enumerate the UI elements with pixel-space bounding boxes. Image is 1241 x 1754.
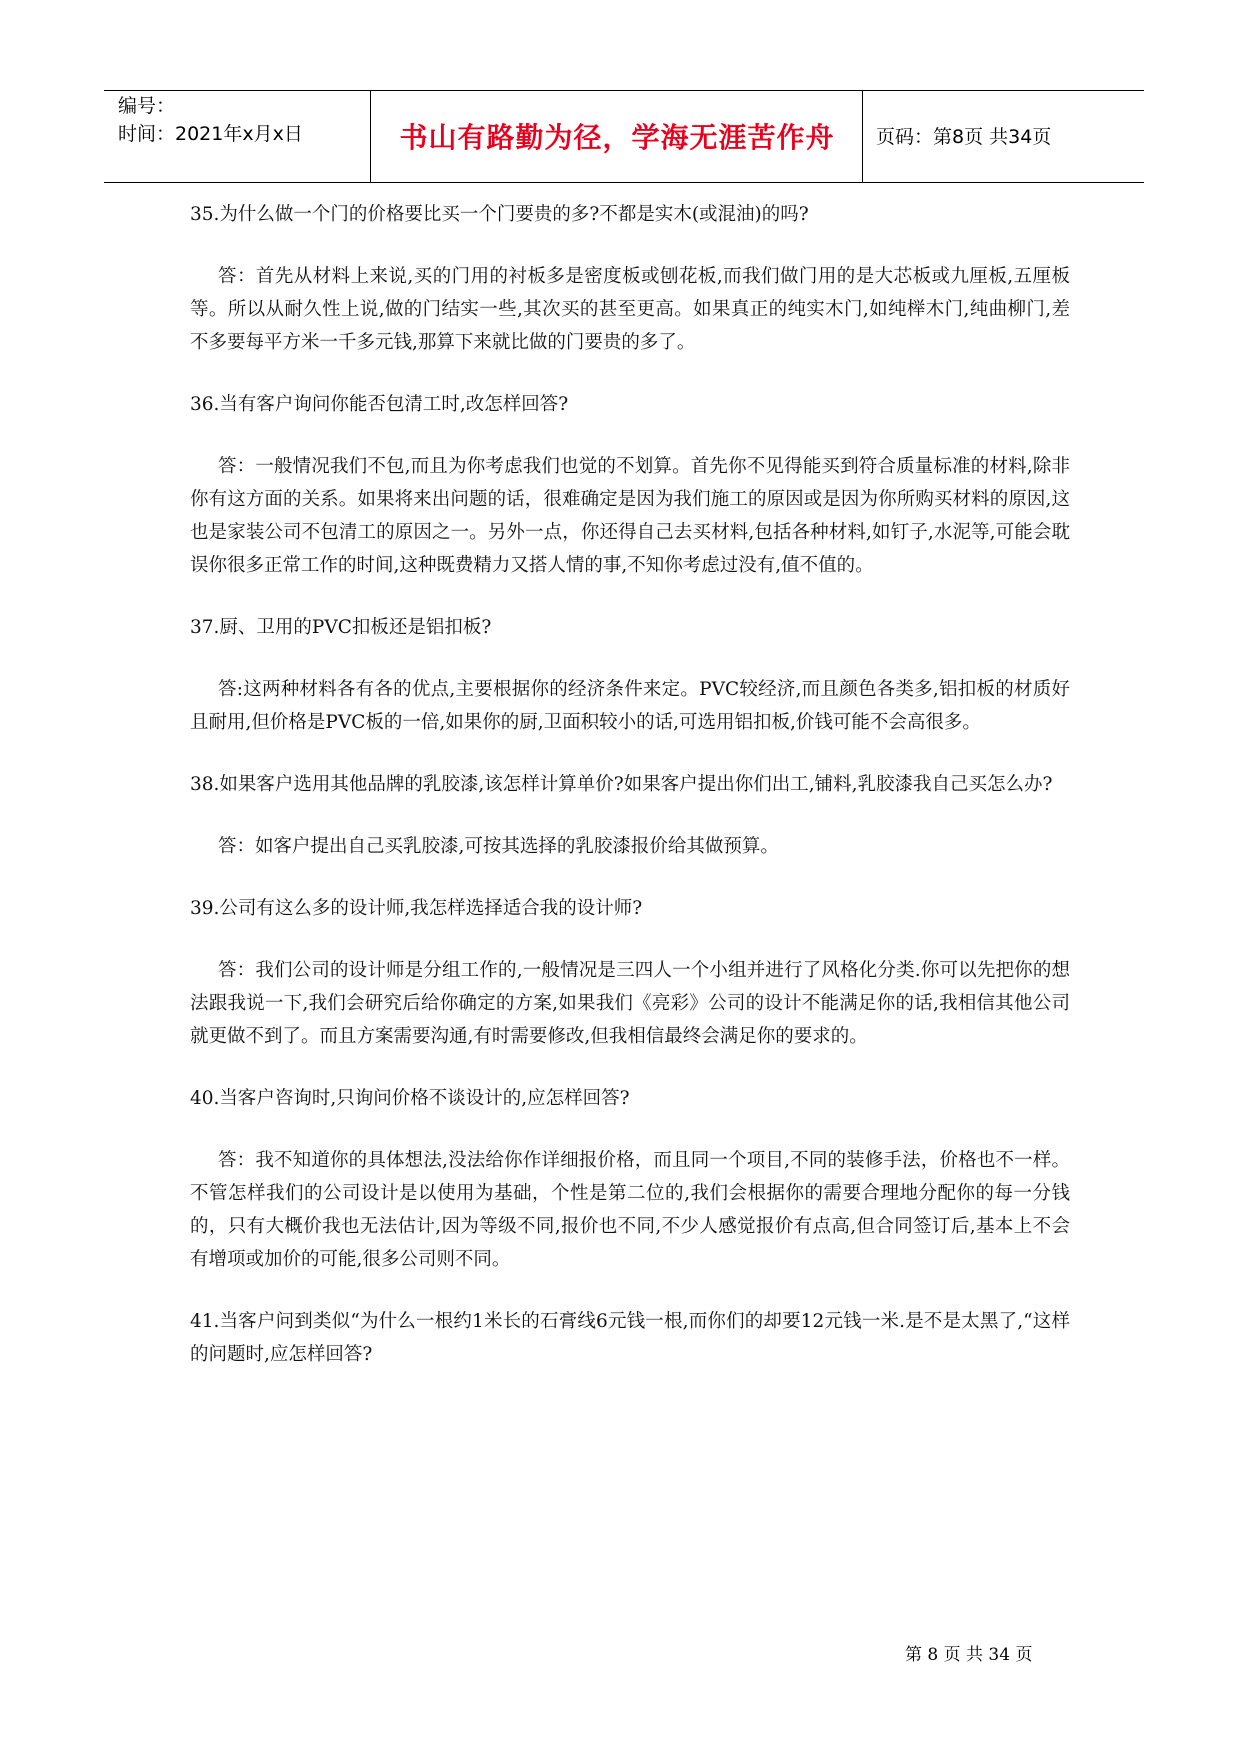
answer-paragraph: 答：一般情况我们不包,而且为你考虑我们也觉的不划算。首先你不见得能买到符合质量标准的材料,除非你有这方面的关系。如果将来出问题的话，很难确定是因为我们施工的原因或是因为你所购买材料的原因,这也是家装公司不包清工的原因之一。另外一点，你还得自己去买材料,包括各种材料,如钉子,水泥等,可能会耽误你很多正常工作的时间,这种既费精力又搭人情的事,不知你考虑过没有,值不值的。 [190,456,1070,576]
header-divider-right [862,90,863,182]
header-number-label: 编号： [118,95,176,117]
question-paragraph: 37.厨、卫用的PVC扣板还是铝扣板? [190,617,492,638]
answer-paragraph: 答：我不知道你的具体想法,没法给你作详细报价格，而且同一个项目,不同的装修手法，价格也不一样。不管怎样我们的公司设计是以使用为基础，个性是第二位的,我们会根据你的需要合理地分配你的每一分钱的，只有大概价我也无法估计,因为等级不同,报价也不同,不少人感觉报价有点高,但合同签订后,基本上不会有增项或加价的可能,很多公司则不同。 [190,1150,1070,1270]
question-paragraph: 39.公司有这么多的设计师,我怎样选择适合我的设计师? [190,898,643,919]
question-paragraph: 40.当客户咨询时,只询问价格不谈设计的,应怎样回答? [190,1088,630,1109]
answer-paragraph: 答：首先从材料上来说,买的门用的衬板多是密度板或刨花板,而我们做门用的是大芯板或九厘板,五厘板等。所以从耐久性上说,做的门结实一些,其次买的甚至更高。如果真正的纯实木门,如纯榉木门,纯曲柳门,差不多要每平方米一千多元钱,那算下来就比做的门要贵的多了。 [190,266,1070,353]
document-body [190,198,1070,1400]
header-meta [118,92,368,148]
header-page-label: 页码：第8页 共34页 [876,126,1052,148]
answer-paragraph: 答：如客户提出自己买乳胶漆,可按其选择的乳胶漆报价给其做预算。 [218,836,779,857]
header-bottom-rule [104,182,1144,183]
header-top-rule [104,90,1144,91]
question-paragraph: 38.如果客户选用其他品牌的乳胶漆,该怎样计算单价?如果客户提出你们出工,铺料,乳胶漆我自己买怎么办? [190,774,1053,795]
page-header [104,90,1144,184]
question-paragraph: 35.为什么做一个门的价格要比买一个门要贵的多?不都是实木(或混油)的吗? [190,204,809,225]
answer-paragraph: 答：我们公司的设计师是分组工作的,一般情况是三四人一个小组并进行了风格化分类.你可以先把你的想法跟我说一下,我们会研究后给你确定的方案,如果我们《亮彩》公司的设计不能满足你的话,我相信其他公司就更做不到了。而且方案需要沟通,有时需要修改,但我相信最终会满足你的要求的。 [190,960,1070,1047]
header-divider-left [370,90,371,182]
question-paragraph: 41.当客户问到类似“为什么一根约1米长的石膏线6元钱一根,而你们的却要12元钱一米.是不是太黑了,“这样的问题时,应怎样回答? [190,1311,1070,1365]
header-motto: 书山有路勤为径，学海无涯苦作舟 [399,121,835,154]
page-footer: 第 8 页 共 34 页 [905,1645,1033,1665]
question-paragraph: 36.当有客户询问你能否包清工时,改怎样回答? [190,394,569,415]
header-time-label: 时间：2021年x月x日 [118,123,303,145]
answer-paragraph: 答:这两种材料各有各的优点,主要根据你的经济条件来定。PVC较经济,而且颜色各类多,铝扣板的材质好且耐用,但价格是PVC板的一倍,如果你的厨,卫面积较小的话,可选用铝扣板,价钱可能不会高很多。 [190,679,1070,733]
